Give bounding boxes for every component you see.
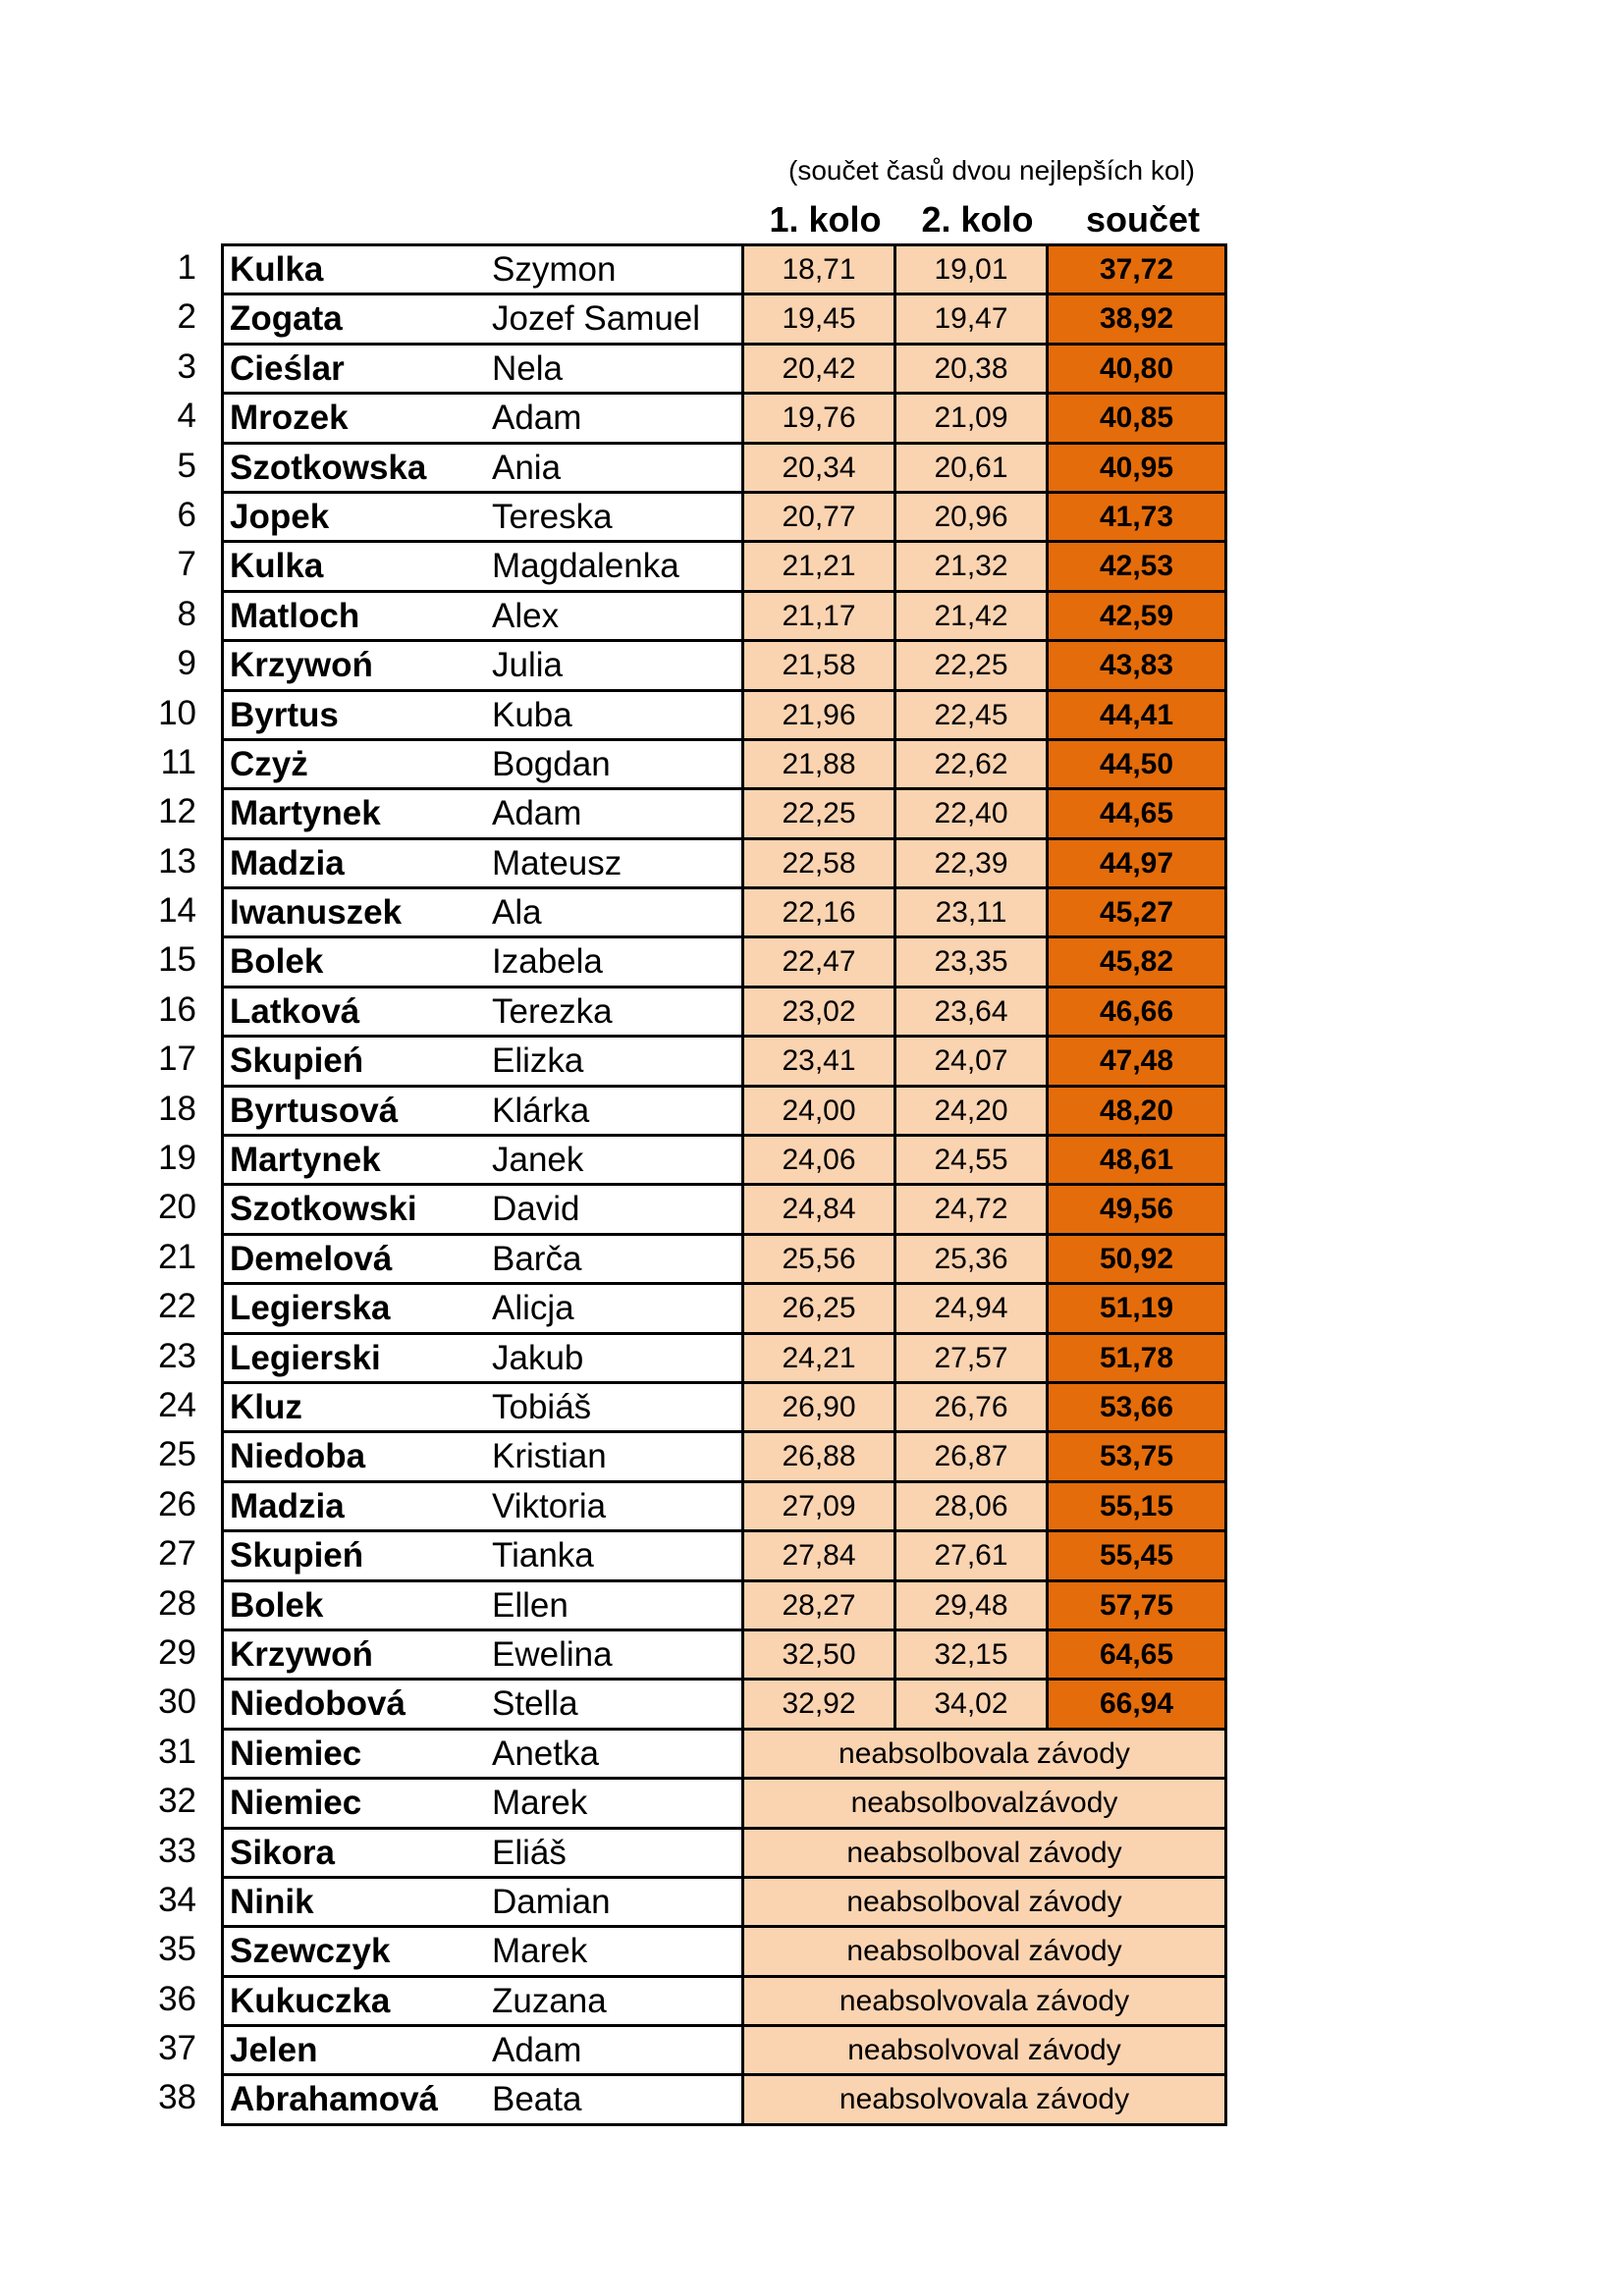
round1-cell: 27,09 bbox=[741, 1480, 893, 1529]
rank-cell: 5 bbox=[177, 446, 196, 485]
table-row bbox=[147, 935, 1237, 985]
rank-cell: 21 bbox=[158, 1237, 196, 1276]
surname-cell: Niemiec bbox=[221, 1777, 484, 1826]
table-row bbox=[147, 886, 1237, 935]
round1-cell: 28,27 bbox=[741, 1579, 893, 1629]
rank-cell: 16 bbox=[158, 989, 196, 1029]
round1-cell: 32,50 bbox=[741, 1629, 893, 1678]
table-row bbox=[147, 1035, 1237, 1084]
rank-cell: 27 bbox=[158, 1534, 196, 1574]
total-cell: 51,78 bbox=[1046, 1332, 1227, 1381]
round1-cell: 22,58 bbox=[741, 837, 893, 886]
table-row bbox=[147, 1480, 1237, 1529]
round1-cell: 24,84 bbox=[741, 1183, 893, 1232]
table-row bbox=[147, 1975, 1237, 2024]
round2-cell: 24,94 bbox=[893, 1282, 1046, 1331]
firstname-cell: Klárka bbox=[484, 1085, 741, 1134]
firstname-cell: David bbox=[484, 1183, 741, 1232]
total-cell: 46,66 bbox=[1046, 986, 1227, 1035]
surname-cell: Ninik bbox=[221, 1876, 484, 1925]
round1-cell: 24,06 bbox=[741, 1134, 893, 1183]
surname-cell: Matloch bbox=[221, 590, 484, 639]
firstname-cell: Bogdan bbox=[484, 738, 741, 787]
firstname-cell: Adam bbox=[484, 787, 741, 836]
round2-cell: 27,61 bbox=[893, 1529, 1046, 1578]
surname-cell: Jopek bbox=[221, 491, 484, 540]
surname-cell: Jelen bbox=[221, 2024, 484, 2073]
rank-cell: 28 bbox=[158, 1583, 196, 1623]
rank-cell: 20 bbox=[158, 1188, 196, 1227]
results-table bbox=[147, 243, 1237, 2123]
round1-cell: 25,56 bbox=[741, 1233, 893, 1282]
round1-cell: 22,16 bbox=[741, 886, 893, 935]
rank-cell: 31 bbox=[158, 1732, 196, 1771]
table-row bbox=[147, 293, 1237, 342]
round1-cell: 21,58 bbox=[741, 639, 893, 688]
rank-cell: 10 bbox=[158, 693, 196, 732]
surname-cell: Niedobová bbox=[221, 1678, 484, 1727]
total-cell: 53,75 bbox=[1046, 1430, 1227, 1479]
table-row bbox=[147, 689, 1237, 738]
round1-cell: 22,47 bbox=[741, 935, 893, 985]
total-cell: 45,27 bbox=[1046, 886, 1227, 935]
surname-cell: Kukuczka bbox=[221, 1975, 484, 2024]
total-cell: 44,65 bbox=[1046, 787, 1227, 836]
surname-cell: Kulka bbox=[221, 243, 484, 293]
total-cell: 51,19 bbox=[1046, 1282, 1227, 1331]
total-cell: 55,15 bbox=[1046, 1480, 1227, 1529]
round2-cell: 23,64 bbox=[893, 986, 1046, 1035]
surname-cell: Zogata bbox=[221, 293, 484, 342]
round2-cell: 28,06 bbox=[893, 1480, 1046, 1529]
rank-cell: 25 bbox=[158, 1435, 196, 1474]
surname-cell: Krzywoń bbox=[221, 1629, 484, 1678]
surname-cell: Madzia bbox=[221, 1480, 484, 1529]
surname-cell: Niemiec bbox=[221, 1728, 484, 1777]
firstname-cell: Tobiáš bbox=[484, 1381, 741, 1430]
rank-cell: 19 bbox=[158, 1139, 196, 1178]
table-row bbox=[147, 837, 1237, 886]
rank-cell: 11 bbox=[160, 742, 196, 781]
round2-cell: 19,01 bbox=[893, 243, 1046, 293]
rank-cell: 13 bbox=[158, 841, 196, 881]
round2-cell: 25,36 bbox=[893, 1233, 1046, 1282]
total-cell: 66,94 bbox=[1046, 1678, 1227, 1727]
table-row bbox=[147, 1381, 1237, 1430]
round1-cell: 26,88 bbox=[741, 1430, 893, 1479]
table-row bbox=[147, 1629, 1237, 1678]
surname-cell: Abrahamová bbox=[221, 2073, 484, 2122]
table-row bbox=[147, 1579, 1237, 1629]
status-cell: neabsolvoval závody bbox=[741, 2024, 1227, 2073]
total-cell: 64,65 bbox=[1046, 1629, 1227, 1678]
round1-cell: 20,34 bbox=[741, 442, 893, 491]
table-row bbox=[147, 540, 1237, 589]
rank-cell: 23 bbox=[158, 1336, 196, 1375]
round2-cell: 26,76 bbox=[893, 1381, 1046, 1430]
round1-cell: 20,42 bbox=[741, 343, 893, 392]
surname-cell: Mrozek bbox=[221, 392, 484, 441]
round2-cell: 22,40 bbox=[893, 787, 1046, 836]
firstname-cell: Nela bbox=[484, 343, 741, 392]
round2-cell: 21,42 bbox=[893, 590, 1046, 639]
round2-cell: 22,39 bbox=[893, 837, 1046, 886]
table-row bbox=[147, 1678, 1237, 1727]
total-cell: 44,41 bbox=[1046, 689, 1227, 738]
rank-cell: 4 bbox=[177, 397, 196, 436]
firstname-cell: Anetka bbox=[484, 1728, 741, 1777]
table-row bbox=[147, 2073, 1237, 2122]
rank-cell: 33 bbox=[158, 1831, 196, 1870]
firstname-cell: Mateusz bbox=[484, 837, 741, 886]
rank-cell: 38 bbox=[158, 2078, 196, 2117]
firstname-cell: Marek bbox=[484, 1777, 741, 1826]
total-cell: 37,72 bbox=[1046, 243, 1227, 293]
total-cell: 48,20 bbox=[1046, 1085, 1227, 1134]
total-cell: 50,92 bbox=[1046, 1233, 1227, 1282]
total-cell: 40,85 bbox=[1046, 392, 1227, 441]
round1-cell: 21,96 bbox=[741, 689, 893, 738]
firstname-cell: Damian bbox=[484, 1876, 741, 1925]
surname-cell: Bolek bbox=[221, 1579, 484, 1629]
round1-cell: 32,92 bbox=[741, 1678, 893, 1727]
table-row bbox=[147, 392, 1237, 441]
total-cell: 44,50 bbox=[1046, 738, 1227, 787]
total-cell: 57,75 bbox=[1046, 1579, 1227, 1629]
round1-cell: 24,21 bbox=[741, 1332, 893, 1381]
firstname-cell: Szymon bbox=[484, 243, 741, 293]
surname-cell: Skupień bbox=[221, 1035, 484, 1084]
status-cell: neabsolbovalzávody bbox=[741, 1777, 1227, 1826]
firstname-cell: Ala bbox=[484, 886, 741, 935]
total-cell: 38,92 bbox=[1046, 293, 1227, 342]
firstname-cell: Kristian bbox=[484, 1430, 741, 1479]
firstname-cell: Adam bbox=[484, 392, 741, 441]
subtitle-note: (součet časů dvou nejlepších kol) bbox=[788, 155, 1195, 186]
round2-cell: 22,62 bbox=[893, 738, 1046, 787]
surname-cell: Szewczyk bbox=[221, 1925, 484, 1974]
round2-cell: 32,15 bbox=[893, 1629, 1046, 1678]
rank-cell: 34 bbox=[158, 1880, 196, 1919]
firstname-cell: Ania bbox=[484, 442, 741, 491]
round2-cell: 21,32 bbox=[893, 540, 1046, 589]
table-row bbox=[147, 491, 1237, 540]
table-row bbox=[147, 1085, 1237, 1134]
round2-cell: 22,25 bbox=[893, 639, 1046, 688]
table-row bbox=[147, 1332, 1237, 1381]
round2-cell: 19,47 bbox=[893, 293, 1046, 342]
rank-cell: 26 bbox=[158, 1484, 196, 1523]
round2-cell: 24,72 bbox=[893, 1183, 1046, 1232]
firstname-cell: Izabela bbox=[484, 935, 741, 985]
table-row bbox=[147, 343, 1237, 392]
table-row bbox=[147, 1827, 1237, 1876]
total-cell: 42,59 bbox=[1046, 590, 1227, 639]
round1-cell: 23,02 bbox=[741, 986, 893, 1035]
total-cell: 43,83 bbox=[1046, 639, 1227, 688]
surname-cell: Latková bbox=[221, 986, 484, 1035]
round1-cell: 24,00 bbox=[741, 1085, 893, 1134]
firstname-cell: Viktoria bbox=[484, 1480, 741, 1529]
round1-cell: 22,25 bbox=[741, 787, 893, 836]
surname-cell: Bolek bbox=[221, 935, 484, 985]
total-cell: 41,73 bbox=[1046, 491, 1227, 540]
firstname-cell: Ellen bbox=[484, 1579, 741, 1629]
table-row bbox=[147, 1876, 1237, 1925]
status-cell: neabsolboval závody bbox=[741, 1925, 1227, 1974]
surname-cell: Szotkowski bbox=[221, 1183, 484, 1232]
surname-cell: Sikora bbox=[221, 1827, 484, 1876]
round1-cell: 20,77 bbox=[741, 491, 893, 540]
total-cell: 48,61 bbox=[1046, 1134, 1227, 1183]
surname-cell: Kulka bbox=[221, 540, 484, 589]
surname-cell: Byrtus bbox=[221, 689, 484, 738]
round2-cell: 23,11 bbox=[893, 886, 1046, 935]
surname-cell: Martynek bbox=[221, 1134, 484, 1183]
round2-cell: 22,45 bbox=[893, 689, 1046, 738]
table-row bbox=[147, 1529, 1237, 1578]
table-row bbox=[147, 787, 1237, 836]
firstname-cell: Ewelina bbox=[484, 1629, 741, 1678]
surname-cell: Skupień bbox=[221, 1529, 484, 1578]
header-round2: 2. kolo bbox=[921, 199, 1034, 240]
surname-cell: Byrtusová bbox=[221, 1085, 484, 1134]
firstname-cell: Barča bbox=[484, 1233, 741, 1282]
table-row bbox=[147, 1233, 1237, 1282]
surname-cell: Martynek bbox=[221, 787, 484, 836]
round2-cell: 20,61 bbox=[893, 442, 1046, 491]
firstname-cell: Janek bbox=[484, 1134, 741, 1183]
round2-cell: 24,07 bbox=[893, 1035, 1046, 1084]
table-row bbox=[147, 1134, 1237, 1183]
round1-cell: 21,21 bbox=[741, 540, 893, 589]
table-row bbox=[147, 1282, 1237, 1331]
header-total: součet bbox=[1085, 199, 1201, 240]
rank-cell: 7 bbox=[177, 545, 196, 584]
firstname-cell: Jozef Samuel bbox=[484, 293, 741, 342]
total-cell: 55,45 bbox=[1046, 1529, 1227, 1578]
rank-cell: 6 bbox=[177, 495, 196, 534]
rank-cell: 9 bbox=[177, 644, 196, 683]
rank-cell: 17 bbox=[158, 1040, 196, 1079]
round1-cell: 27,84 bbox=[741, 1529, 893, 1578]
rank-cell: 30 bbox=[158, 1682, 196, 1722]
round1-cell: 23,41 bbox=[741, 1035, 893, 1084]
rank-cell: 22 bbox=[158, 1287, 196, 1326]
round2-cell: 29,48 bbox=[893, 1579, 1046, 1629]
table-bottom-border bbox=[221, 2123, 1227, 2126]
firstname-cell: Marek bbox=[484, 1925, 741, 1974]
rank-cell: 32 bbox=[158, 1782, 196, 1821]
firstname-cell: Adam bbox=[484, 2024, 741, 2073]
round1-cell: 19,45 bbox=[741, 293, 893, 342]
round2-cell: 20,38 bbox=[893, 343, 1046, 392]
table-row bbox=[147, 1925, 1237, 1974]
table-row bbox=[147, 2024, 1237, 2073]
surname-cell: Madzia bbox=[221, 837, 484, 886]
status-cell: neabsolvovala závody bbox=[741, 1975, 1227, 2024]
firstname-cell: Beata bbox=[484, 2073, 741, 2122]
rank-cell: 15 bbox=[158, 940, 196, 980]
table-row bbox=[147, 442, 1237, 491]
total-cell: 42,53 bbox=[1046, 540, 1227, 589]
surname-cell: Iwanuszek bbox=[221, 886, 484, 935]
total-cell: 45,82 bbox=[1046, 935, 1227, 985]
total-cell: 40,95 bbox=[1046, 442, 1227, 491]
surname-cell: Legierska bbox=[221, 1282, 484, 1331]
table-row bbox=[147, 639, 1237, 688]
table-row bbox=[147, 590, 1237, 639]
rank-cell: 29 bbox=[158, 1632, 196, 1672]
rank-cell: 8 bbox=[177, 594, 196, 633]
rank-cell: 18 bbox=[158, 1089, 196, 1128]
rank-cell: 37 bbox=[158, 2029, 196, 2068]
table-row bbox=[147, 1777, 1237, 1826]
total-cell: 47,48 bbox=[1046, 1035, 1227, 1084]
round2-cell: 23,35 bbox=[893, 935, 1046, 985]
firstname-cell: Tereska bbox=[484, 491, 741, 540]
surname-cell: Niedoba bbox=[221, 1430, 484, 1479]
firstname-cell: Magdalenka bbox=[484, 540, 741, 589]
round1-cell: 26,90 bbox=[741, 1381, 893, 1430]
round2-cell: 27,57 bbox=[893, 1332, 1046, 1381]
total-cell: 40,80 bbox=[1046, 343, 1227, 392]
rank-cell: 24 bbox=[158, 1385, 196, 1424]
surname-cell: Cieślar bbox=[221, 343, 484, 392]
firstname-cell: Alex bbox=[484, 590, 741, 639]
round2-cell: 20,96 bbox=[893, 491, 1046, 540]
status-cell: neabsolvovala závody bbox=[741, 2073, 1227, 2122]
status-cell: neabsolboval závody bbox=[741, 1827, 1227, 1876]
surname-cell: Krzywoń bbox=[221, 639, 484, 688]
firstname-cell: Eliáš bbox=[484, 1827, 741, 1876]
firstname-cell: Jakub bbox=[484, 1332, 741, 1381]
rank-cell: 1 bbox=[177, 248, 196, 287]
surname-cell: Demelová bbox=[221, 1233, 484, 1282]
surname-cell: Kluz bbox=[221, 1381, 484, 1430]
firstname-cell: Alicja bbox=[484, 1282, 741, 1331]
rank-cell: 35 bbox=[158, 1930, 196, 1969]
firstname-cell: Elizka bbox=[484, 1035, 741, 1084]
firstname-cell: Tianka bbox=[484, 1529, 741, 1578]
header-round1: 1. kolo bbox=[769, 199, 882, 240]
rank-cell: 14 bbox=[158, 891, 196, 931]
round1-cell: 21,88 bbox=[741, 738, 893, 787]
surname-cell: Czyż bbox=[221, 738, 484, 787]
rank-cell: 36 bbox=[158, 1979, 196, 2018]
firstname-cell: Terezka bbox=[484, 986, 741, 1035]
round2-cell: 34,02 bbox=[893, 1678, 1046, 1727]
firstname-cell: Zuzana bbox=[484, 1975, 741, 2024]
rank-cell: 12 bbox=[158, 792, 196, 831]
total-cell: 53,66 bbox=[1046, 1381, 1227, 1430]
round1-cell: 18,71 bbox=[741, 243, 893, 293]
table-row bbox=[147, 738, 1237, 787]
firstname-cell: Kuba bbox=[484, 689, 741, 738]
status-cell: neabsolboval závody bbox=[741, 1876, 1227, 1925]
round2-cell: 21,09 bbox=[893, 392, 1046, 441]
round1-cell: 19,76 bbox=[741, 392, 893, 441]
firstname-cell: Stella bbox=[484, 1678, 741, 1727]
table-row bbox=[147, 1183, 1237, 1232]
total-cell: 44,97 bbox=[1046, 837, 1227, 886]
round2-cell: 24,55 bbox=[893, 1134, 1046, 1183]
table-row bbox=[147, 1728, 1237, 1777]
table-row bbox=[147, 1430, 1237, 1479]
firstname-cell: Julia bbox=[484, 639, 741, 688]
surname-cell: Szotkowska bbox=[221, 442, 484, 491]
table-row bbox=[147, 243, 1237, 293]
rank-cell: 2 bbox=[177, 297, 196, 337]
status-cell: neabsolbovala závody bbox=[741, 1728, 1227, 1777]
table-row bbox=[147, 986, 1237, 1035]
surname-cell: Legierski bbox=[221, 1332, 484, 1381]
round2-cell: 26,87 bbox=[893, 1430, 1046, 1479]
round1-cell: 21,17 bbox=[741, 590, 893, 639]
round1-cell: 26,25 bbox=[741, 1282, 893, 1331]
rank-cell: 3 bbox=[177, 347, 196, 386]
total-cell: 49,56 bbox=[1046, 1183, 1227, 1232]
round2-cell: 24,20 bbox=[893, 1085, 1046, 1134]
